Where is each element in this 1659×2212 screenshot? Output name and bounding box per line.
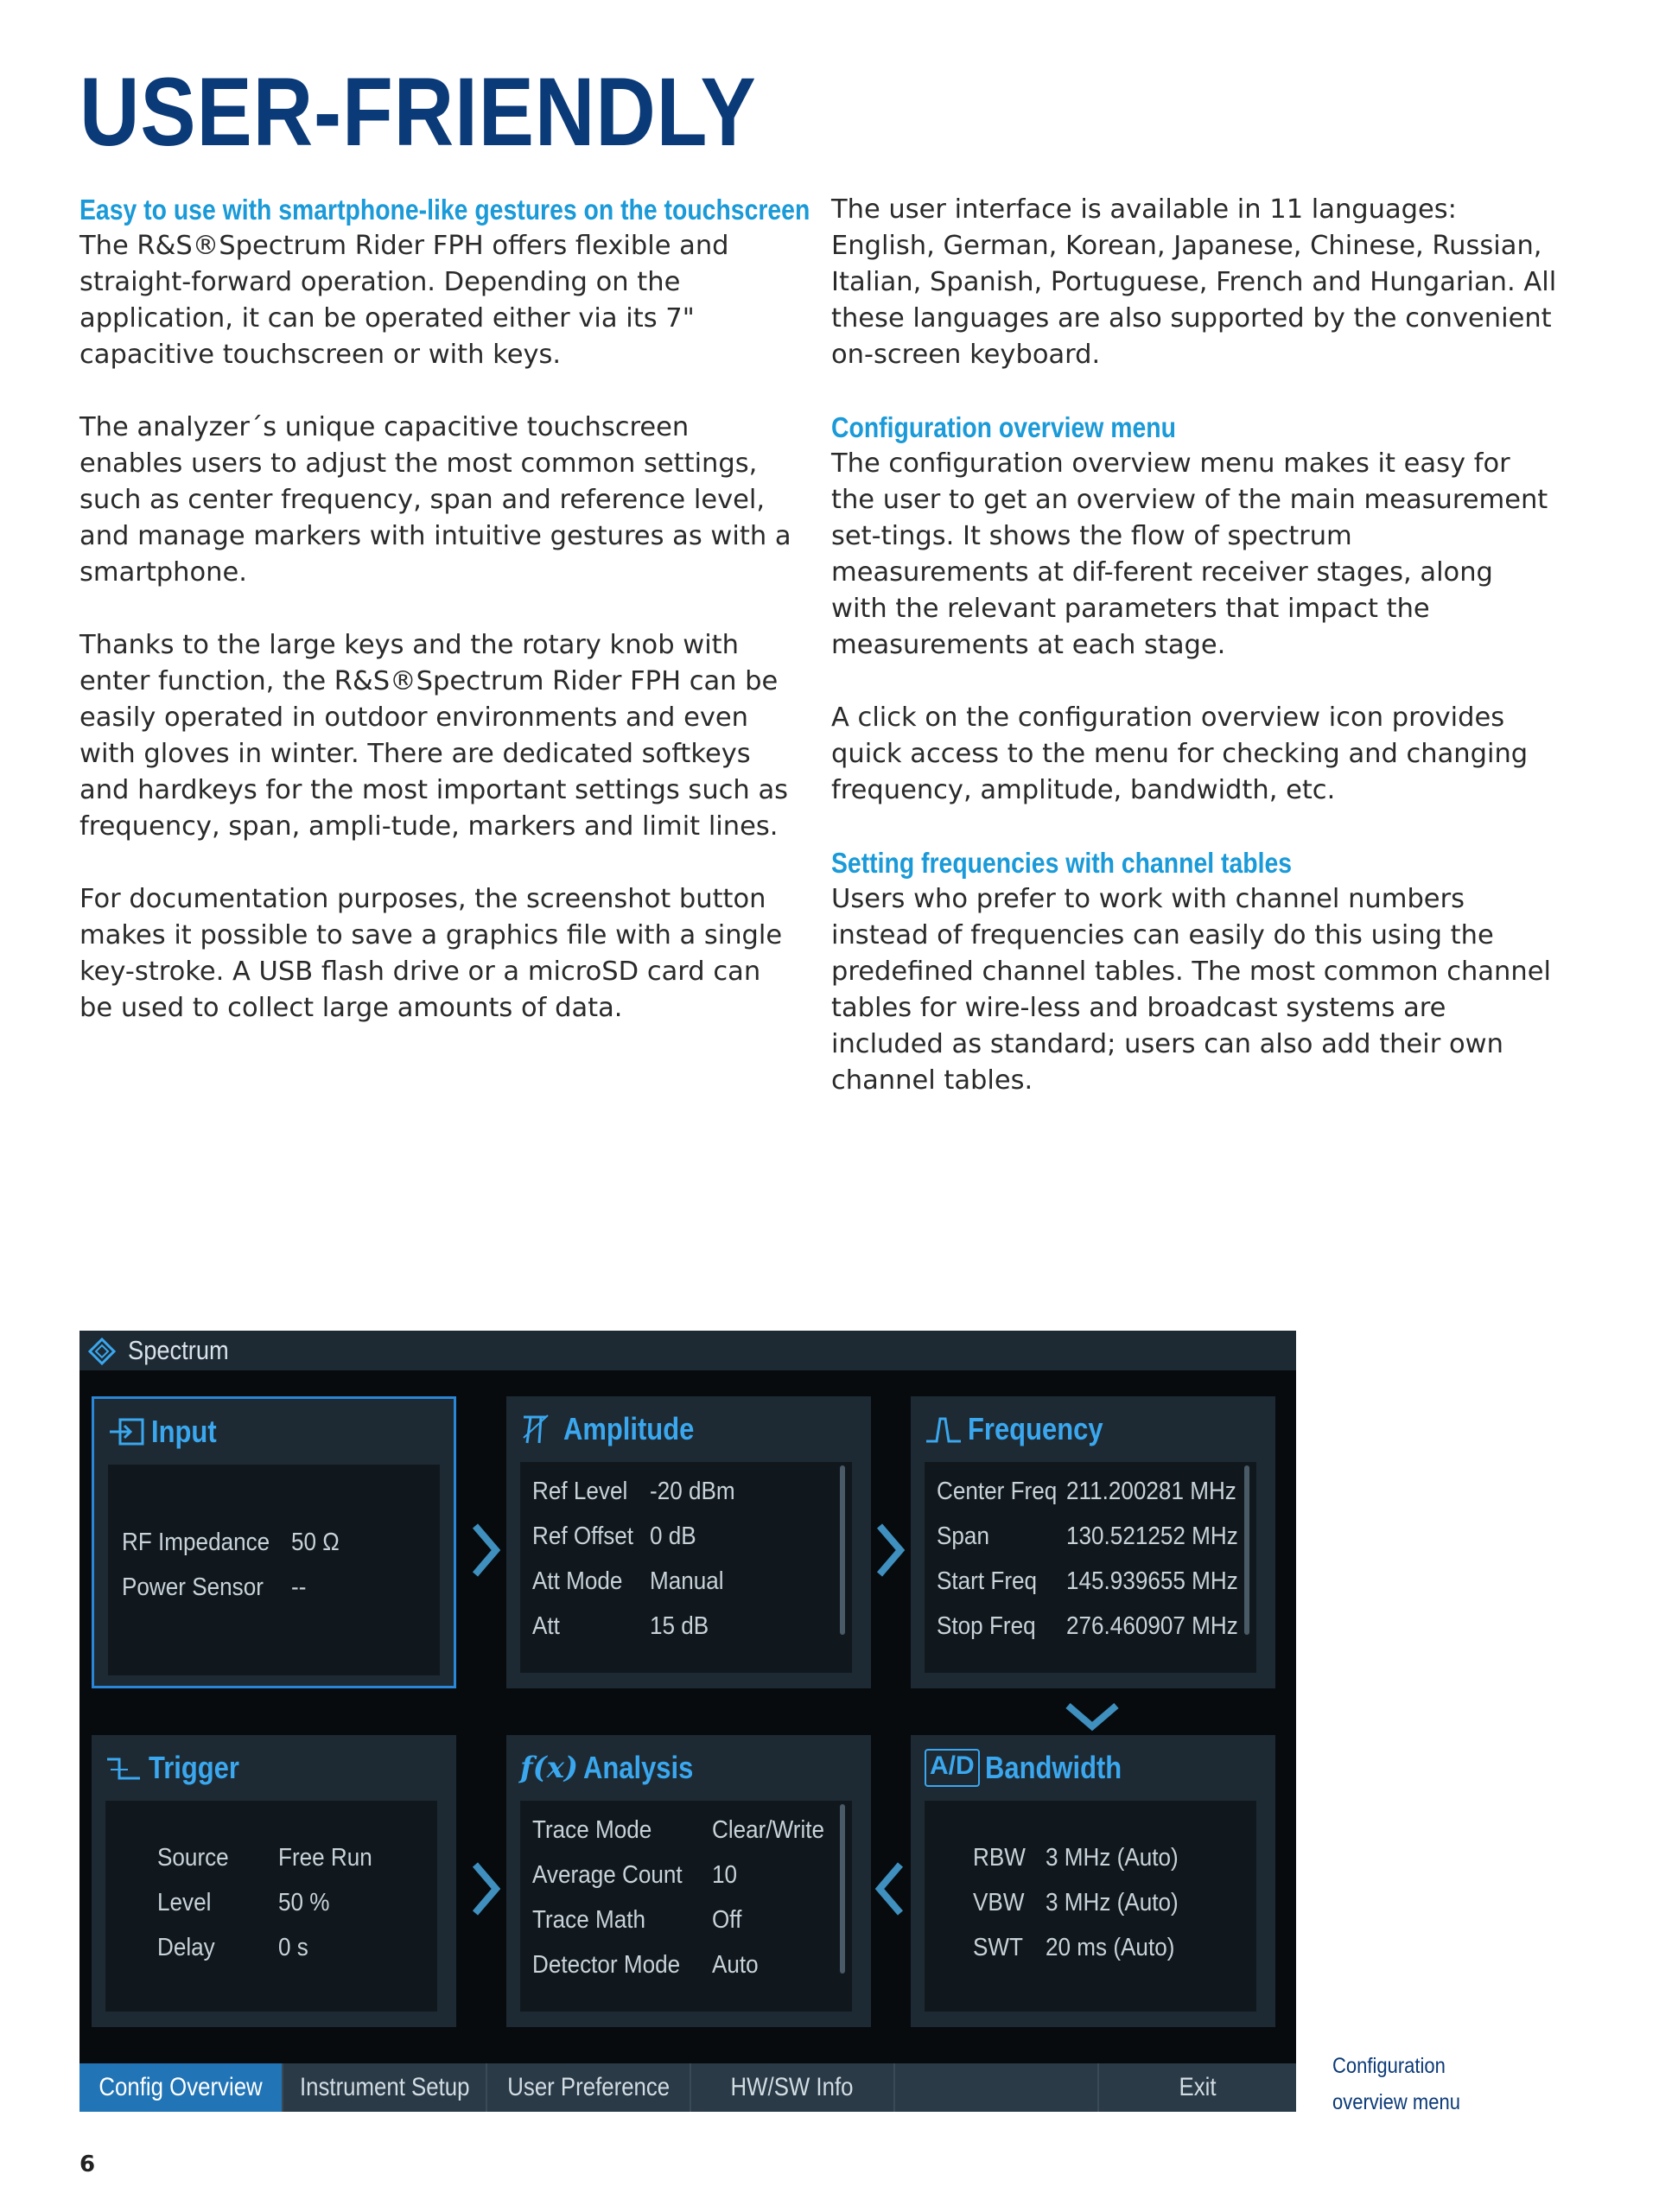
param-label: Detector Mode <box>532 1951 681 1979</box>
panel-title <box>520 1408 715 1446</box>
panel-title <box>105 1747 254 1785</box>
subheading-config-overview: Configuration overview menu <box>831 411 1176 443</box>
param-value: Manual <box>650 1567 724 1595</box>
param-value: 3 MHz (Auto) <box>1046 1889 1179 1916</box>
paragraph: The analyzer´s unique capacitive touchscreen enables users to adjust the most common settings, such as center frequency, span and reference level, and manage markers with intuitive gestures as with a smartphone. <box>79 412 791 588</box>
paragraph: The user interface is available in 11 languages: English, German, Korean, Japanese, Chinese, Russian, Italian, Spanish, Portuguese, French and Hungarian. All these languages are also supported by the convenient on-screen keyboard. <box>831 194 1557 370</box>
param-value: 276.460907 MHz <box>1066 1612 1238 1640</box>
scrollbar[interactable] <box>840 1804 845 1974</box>
figure-caption <box>1332 2048 1505 2120</box>
caption-line: Configuration <box>1332 2054 1446 2078</box>
param-label: Trace Math <box>532 1906 646 1934</box>
param-value: 50 Ω <box>291 1529 340 1556</box>
param-value: 0 dB <box>650 1522 696 1550</box>
tab-instrument-setup[interactable]: Instrument Setup <box>283 2063 487 2112</box>
param-label: Trace Mode <box>532 1816 652 1844</box>
paragraph: Users who prefer to work with channel numbers instead of frequencies can easily do this using the predefined channel tables. The most common channel tables for wire-less and broadcast systems are included as standard; users can also add their own channel tables. <box>831 884 1551 1096</box>
panel-body <box>105 1801 437 2012</box>
tab-hw-sw-info[interactable]: HW/SW Info <box>691 2063 895 2112</box>
paragraph: A click on the configuration overview icon provides quick access to the menu for checking and changing frequency, amplitude, bandwidth, etc. <box>831 702 1529 805</box>
left-column <box>79 192 810 1027</box>
bandwidth-icon: A/D <box>925 1749 980 1787</box>
paragraph: For documentation purposes, the screenshot button makes it possible to save a graphics file with a single key-stroke. A USB flash drive or a microSD card can be used to collect large amounts of data. <box>79 884 783 1023</box>
page-number: 6 <box>79 2152 96 2177</box>
param-label: Att Mode <box>532 1567 623 1595</box>
param-label: Start Freq <box>937 1567 1038 1595</box>
param-label: RF Impedance <box>122 1529 270 1556</box>
panel-title-text: Input <box>151 1414 217 1450</box>
param-label: Delay <box>157 1934 215 1961</box>
panel-title <box>108 1411 227 1449</box>
param-label: Ref Offset <box>532 1522 634 1550</box>
tab-user-preference[interactable]: User Preference <box>487 2063 691 2112</box>
app-title: Spectrum <box>128 1335 229 1365</box>
param-value: Auto <box>712 1951 759 1979</box>
panel-body <box>925 1462 1256 1673</box>
param-value: 20 ms (Auto) <box>1046 1934 1175 1961</box>
panel-analysis[interactable] <box>506 1735 871 2027</box>
paragraph: The R&S®Spectrum Rider FPH offers flexible and straight-forward operation. Depending on the application, it can be operated either via its 7" capacitive touchscreen or with keys. <box>79 231 729 370</box>
param-value: 50 % <box>278 1889 330 1916</box>
param-label: Att <box>532 1612 560 1640</box>
panel-title-text: Amplitude <box>563 1411 695 1447</box>
panel-title <box>925 1408 1125 1446</box>
param-label: Span <box>937 1522 989 1550</box>
param-label: Level <box>157 1889 212 1916</box>
param-value: -20 dBm <box>650 1478 735 1505</box>
subheading-gestures: Easy to use with smartphone-like gestures on the touchscreen <box>79 194 810 226</box>
param-label: VBW <box>973 1889 1025 1916</box>
param-value: 3 MHz (Auto) <box>1046 1844 1179 1872</box>
param-value: 10 <box>712 1861 738 1889</box>
title-bar <box>79 1331 1296 1370</box>
param-label: RBW <box>973 1844 1026 1872</box>
input-icon <box>108 1414 146 1449</box>
param-value: 211.200281 MHz <box>1066 1478 1236 1505</box>
panel-body <box>520 1462 852 1673</box>
subheading-channel-tables: Setting frequencies with channel tables <box>831 847 1293 879</box>
panel-body <box>108 1465 440 1675</box>
panel-title <box>925 1747 1144 1785</box>
paragraph: Thanks to the large keys and the rotary knob with enter function, the R&S®Spectrum Rider FPH can be easily operated in outdoor environments and even with gloves in winter. There are dedicated softkeys and hardkeys for the most important settings such as frequency, span, ampli-tude, markers and limit lines. <box>79 630 789 842</box>
param-label: SWT <box>973 1934 1023 1961</box>
frequency-icon <box>925 1412 963 1446</box>
paragraph: The configuration overview menu makes it easy for the user to get an overview of the main measurement set-tings. It shows the flow of spectrum measurements at dif-ferent receiver stages, along with the relevant parameters that impact the measurements at each stage. <box>831 448 1548 660</box>
param-value: 145.939655 MHz <box>1066 1567 1238 1595</box>
chevron-left-icon <box>873 1861 907 1916</box>
param-label: Power Sensor <box>122 1573 264 1601</box>
exit-button[interactable]: Exit <box>1179 2073 1217 2101</box>
panel-body <box>520 1801 852 2012</box>
param-value: 0 s <box>278 1934 308 1961</box>
tab-empty[interactable] <box>895 2063 1099 2112</box>
param-value: -- <box>291 1573 307 1601</box>
param-label: Average Count <box>532 1861 683 1889</box>
panel-title-text: Trigger <box>149 1750 239 1786</box>
param-label: Ref Level <box>532 1478 628 1505</box>
panel-bandwidth[interactable] <box>911 1735 1275 2027</box>
param-label: Stop Freq <box>937 1612 1036 1640</box>
panel-title-text: Bandwidth <box>984 1750 1122 1786</box>
panel-body <box>925 1801 1256 2012</box>
param-value: 15 dB <box>650 1612 709 1640</box>
param-label: Source <box>157 1844 229 1872</box>
panel-amplitude[interactable] <box>506 1396 871 1688</box>
softkey-bar <box>79 2063 1296 2112</box>
panel-input[interactable] <box>92 1396 456 1688</box>
page-heading: USER-FRIENDLY <box>79 58 757 166</box>
scrollbar[interactable] <box>1244 1465 1249 1635</box>
right-column <box>831 192 1557 1099</box>
amplitude-icon <box>520 1412 558 1446</box>
panel-frequency[interactable] <box>911 1396 1275 1688</box>
trigger-icon <box>105 1751 143 1785</box>
config-overview-screenshot <box>79 1331 1296 2112</box>
chevron-down-icon <box>1065 1699 1120 1733</box>
panel-title <box>520 1747 711 1785</box>
caption-line: overview menu <box>1332 2090 1460 2114</box>
scrollbar[interactable] <box>840 1465 845 1635</box>
rs-logo-icon <box>88 1338 116 1365</box>
chevron-right-icon <box>468 1861 503 1916</box>
param-value: 130.521252 MHz <box>1066 1522 1238 1550</box>
panel-trigger[interactable] <box>92 1735 456 2027</box>
chevron-right-icon <box>873 1522 907 1578</box>
param-value: Free Run <box>278 1844 372 1872</box>
tab-config-overview[interactable]: Config Overview <box>79 2063 283 2112</box>
function-icon: f(x) <box>520 1751 579 1786</box>
param-value: Off <box>712 1906 742 1934</box>
param-value: Clear/Write <box>712 1816 825 1844</box>
chevron-right-icon <box>468 1522 503 1578</box>
panel-title-text: Analysis <box>583 1750 694 1786</box>
param-label: Center Freq <box>937 1478 1058 1505</box>
panel-title-text: Frequency <box>968 1411 1103 1447</box>
